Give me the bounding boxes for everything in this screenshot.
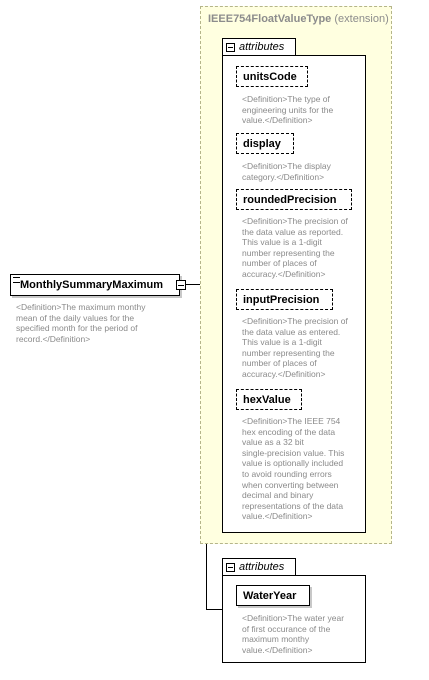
attribute-definition: <Definition>The precision of the data value as reported. This value is a 1-digit number representing the number of places of accuracy.</Definition> [242, 216, 348, 279]
element-doc-icon [13, 277, 20, 283]
attribute-inputPrecision[interactable]: inputPrecision [236, 289, 333, 310]
attribute-definition: <Definition>The water year of first occurance of the maximum monthy value.</Definition> [242, 613, 345, 655]
attribute-definition: <Definition>The IEEE 754 hex encoding of the data value as a 32 bit single-precision value. This value is optionally included to avoid rounding errors when converting between decimal and binary representations of the data value.</Definition> [242, 416, 345, 522]
element-definition: <Definition>The maximum monthy mean of the daily values for the specified month for the period of record.</Definition> [16, 302, 146, 344]
attributes-group-2-label: attributes [239, 561, 285, 573]
attribute-display[interactable]: display [236, 133, 294, 154]
attributes-group-2-tab[interactable] [222, 558, 296, 576]
attribute-unitsCode[interactable]: unitsCode [236, 66, 308, 87]
attribute-hexValue[interactable]: hexValue [236, 389, 302, 410]
attribute-WaterYear[interactable]: WaterYear [236, 585, 310, 606]
attribute-definition: <Definition>The type of engineering units for the value.</Definition> [242, 94, 334, 126]
type-qualifier: (extension) [334, 13, 389, 25]
attribute-definition: <Definition>The precision of the data value as entered. This value is a 1-digit number representing the number of places of accuracy.</Definition> [242, 316, 348, 379]
type-title [208, 13, 389, 25]
element-MonthlySummaryMaximum[interactable] [10, 274, 180, 296]
attribute-roundedPrecision[interactable]: roundedPrecision [236, 189, 352, 210]
connector-to-group-2 [206, 609, 222, 610]
type-name: IEEE754FloatValueType [208, 13, 332, 25]
collapse-icon[interactable] [226, 563, 235, 572]
attribute-definition: <Definition>The display category.</Definition> [242, 161, 331, 182]
element-collapse-icon[interactable] [176, 280, 186, 290]
attributes-group-1-label: attributes [239, 41, 285, 53]
collapse-icon[interactable] [226, 43, 235, 52]
element-name: MonthlySummaryMaximum [20, 279, 164, 291]
attributes-group-1-tab[interactable] [222, 38, 296, 56]
